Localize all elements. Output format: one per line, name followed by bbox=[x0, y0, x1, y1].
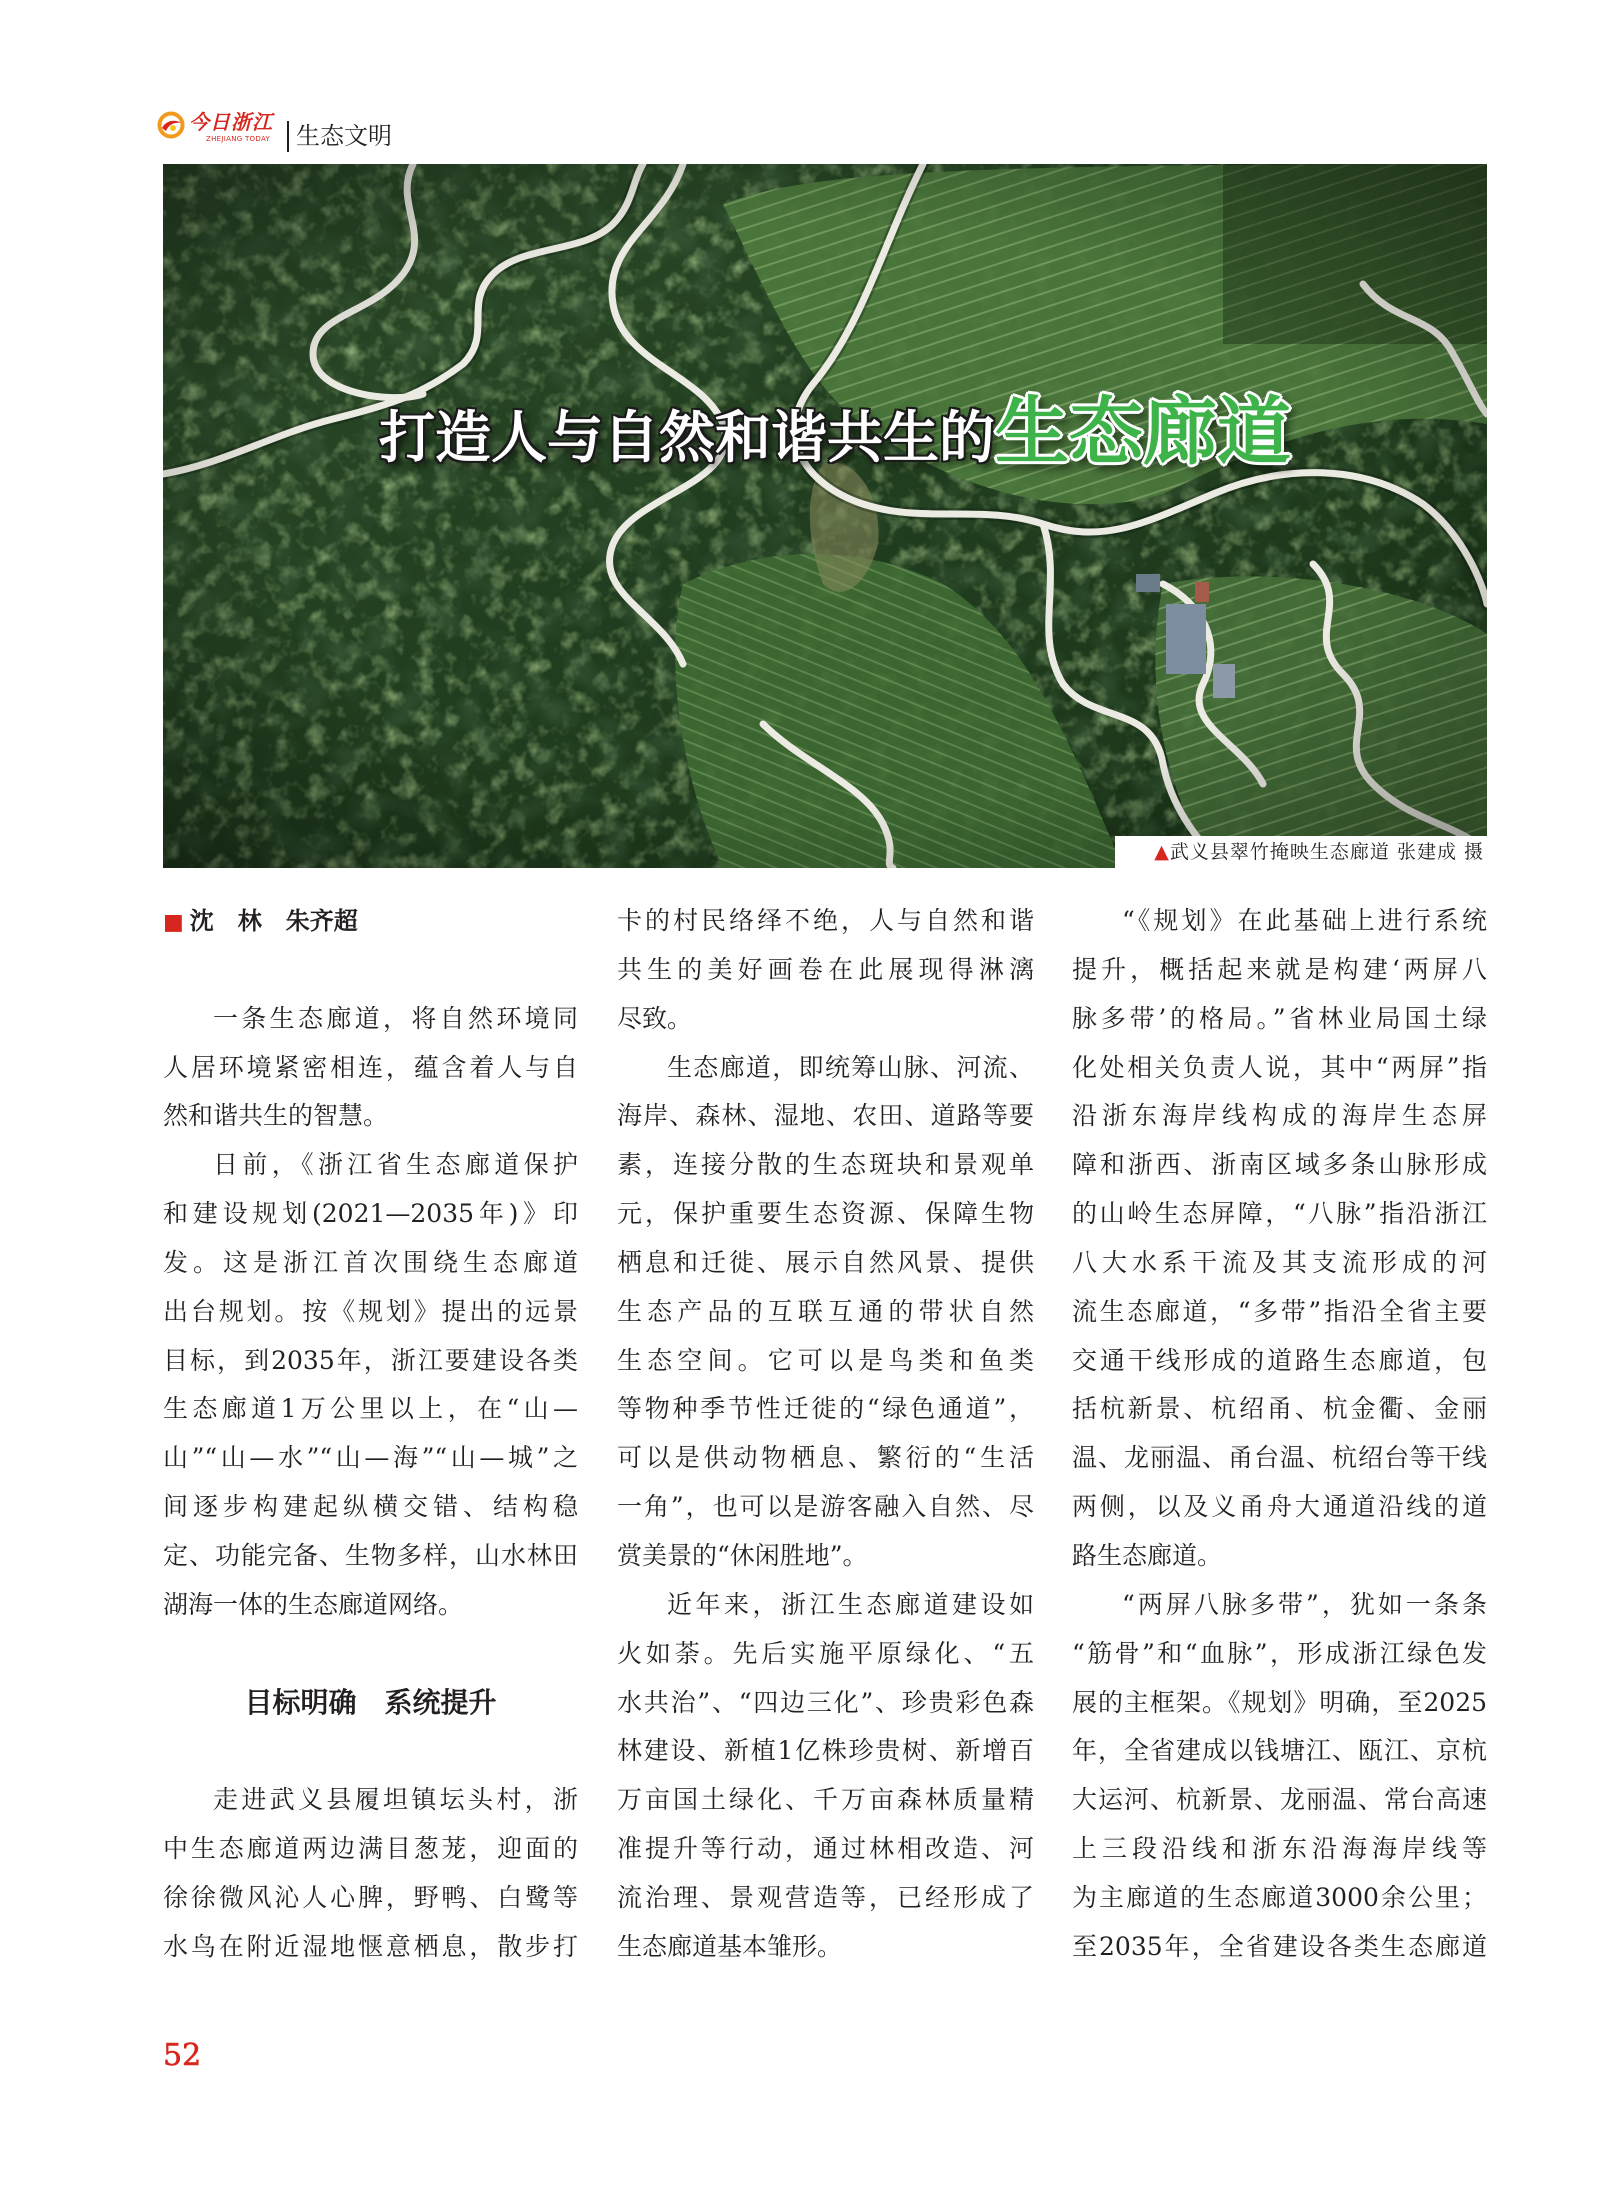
text-line: 人居环境紧密相连，蕴含着人与自 bbox=[163, 1052, 578, 1082]
text-line: 提升，概括起来就是构建‘两屏八 bbox=[1072, 954, 1487, 984]
text-line: 交通干线形成的道路生态廊道，包 bbox=[1072, 1345, 1487, 1375]
text-line: 近年来，浙江生态廊道建设如 bbox=[667, 1589, 1034, 1619]
logo-ring bbox=[160, 114, 183, 137]
text-line: 两侧，以及义甬舟大通道沿线的道 bbox=[1072, 1492, 1487, 1522]
aerial-landscape bbox=[163, 164, 1487, 868]
text-line: 一角”，也可以是游客融入自然、尽 bbox=[617, 1492, 1034, 1522]
text-line: 水共治”、“四边三化”、珍贵彩色森 bbox=[617, 1687, 1034, 1717]
blank-line bbox=[163, 1727, 578, 1776]
text-line: 流生态廊道，“多带”指沿全省主要 bbox=[1072, 1296, 1487, 1326]
title-accent: 生态廊道 bbox=[995, 389, 1291, 475]
text-line: 发。这是浙江首次围绕生态廊道 bbox=[163, 1247, 578, 1277]
text-line: 等物种季节性迁徙的“绿色通道”， bbox=[617, 1394, 1034, 1424]
text-line: 至2035年，全省建设各类生态廊道 bbox=[1072, 1931, 1487, 1961]
text-line: “《规划》在此基础上进行系统 bbox=[1122, 906, 1487, 935]
text-line: 为主廊道的生态廊道3000余公里； bbox=[1072, 1882, 1487, 1912]
paragraph bbox=[617, 1044, 1034, 1581]
text-line: 万亩国土绿化、千万亩森林质量精 bbox=[617, 1785, 1034, 1815]
text-line: 流治理、景观营造等，已经形成了 bbox=[617, 1882, 1034, 1912]
author-names: 沈 林 朱齐超 bbox=[189, 907, 358, 935]
photo-vignette bbox=[163, 164, 1487, 868]
text-line: 然和谐共生的智慧。 bbox=[163, 1101, 389, 1131]
text-line: “两屏八脉多带”，犹如一条条 bbox=[1122, 1589, 1487, 1619]
text-line: 湖海一体的生态廊道网络。 bbox=[163, 1589, 464, 1619]
text-line: 走进武义县履坦镇坛头村，浙 bbox=[213, 1785, 578, 1815]
text-line: 间逐步构建起纵横交错、结构稳 bbox=[163, 1492, 578, 1522]
text-line: “筋骨”和“血脉”，形成浙江绿色发 bbox=[1072, 1638, 1487, 1668]
byline-marker: ■ bbox=[163, 910, 184, 935]
text-line: 中生态廊道两边满目葱茏，迎面的 bbox=[163, 1834, 578, 1864]
title-main: 打造人与自然和谐共生的 bbox=[379, 405, 995, 471]
photo-caption bbox=[1115, 836, 1487, 868]
text-line: 水鸟在附近湿地惬意栖息，散步打 bbox=[163, 1931, 578, 1961]
text-line: 脉多带’的格局。”省林业局国土绿 bbox=[1072, 1003, 1487, 1033]
text-line: 海岸、森林、湿地、农田、道路等要 bbox=[617, 1101, 1034, 1131]
caption-text: 武义县翠竹掩映生态廊道 张建成 摄 bbox=[1169, 841, 1484, 863]
header-divider bbox=[287, 121, 289, 152]
text-line: 生态廊道基本雏形。 bbox=[617, 1931, 843, 1961]
text-line: 和建设规划(2021—2035年)》印 bbox=[163, 1199, 578, 1229]
text-line: 八大水系干流及其支流形成的河 bbox=[1072, 1247, 1487, 1277]
text-line: 可以是供动物栖息、繁衍的“生活 bbox=[617, 1443, 1034, 1473]
text-line: 目标，到2035年，浙江要建设各类 bbox=[163, 1345, 578, 1375]
text-line: 火如荼。先后实施平原绿化、“五 bbox=[617, 1638, 1034, 1668]
paragraph bbox=[1072, 897, 1487, 1581]
text-line: 素，连接分散的生态斑块和景观单 bbox=[617, 1150, 1034, 1180]
logo-subtext: ZHEJIANG TODAY bbox=[206, 135, 271, 143]
text-line: 温、龙丽温、甬台温、杭绍台等干线 bbox=[1072, 1443, 1487, 1473]
text-line: 定、功能完备、生物多样，山水林田 bbox=[163, 1540, 578, 1570]
paragraph bbox=[1072, 1581, 1487, 1972]
text-line: 赏美景的“休闲胜地”。 bbox=[617, 1540, 868, 1570]
article-column-2 bbox=[617, 897, 1034, 1972]
text-line: 化处相关负责人说，其中“两屏”指 bbox=[1072, 1052, 1487, 1082]
hero-photo bbox=[163, 164, 1487, 868]
text-line: 元，保护重要生态资源、保障生物 bbox=[617, 1199, 1034, 1229]
text-line: 出台规划。按《规划》提出的远景 bbox=[163, 1296, 578, 1326]
text-line: 生态空间。它可以是鸟类和鱼类 bbox=[617, 1345, 1034, 1375]
text-line: 路生态廊道。 bbox=[1072, 1540, 1223, 1570]
logo-swirl-icon bbox=[157, 111, 185, 139]
paragraph bbox=[617, 1581, 1034, 1972]
caption-marker: ▲ bbox=[1154, 841, 1170, 863]
article-column-1 bbox=[163, 897, 578, 1972]
text-line: 林建设、新植1亿株珍贵树、新增百 bbox=[617, 1736, 1034, 1766]
text-line: 生态廊道1万公里以上，在“山— bbox=[163, 1394, 578, 1424]
text-line: 生态廊道，即统筹山脉、河流、 bbox=[667, 1052, 1034, 1082]
text-line: 徐徐微风沁人心脾，野鸭、白鹭等 bbox=[163, 1882, 578, 1912]
text-line: 准提升等行动，通过林相改造、河 bbox=[617, 1834, 1034, 1864]
paragraph-continued bbox=[617, 897, 1034, 1044]
text-line: 年，全省建成以钱塘江、瓯江、京杭 bbox=[1072, 1736, 1487, 1766]
text-line: 障和浙西、浙南区域多条山脉形成 bbox=[1072, 1150, 1487, 1180]
paragraph bbox=[163, 1141, 578, 1629]
text-line: 括杭新景、杭绍甬、杭金衢、金丽 bbox=[1072, 1394, 1487, 1424]
text-line: 上三段沿线和浙东沿海海岸线等 bbox=[1072, 1834, 1487, 1864]
text-line: 一条生态廊道，将自然环境同 bbox=[213, 1003, 578, 1033]
byline bbox=[163, 897, 578, 946]
text-line: 共生的美好画卷在此展现得淋漓 bbox=[617, 954, 1034, 984]
text-line: 的山岭生态屏障，“八脉”指沿浙江 bbox=[1072, 1199, 1487, 1229]
text-line: 卡的村民络绎不绝，人与自然和谐 bbox=[617, 906, 1034, 935]
section-name: 生态文明 bbox=[296, 122, 392, 150]
article-title bbox=[379, 386, 1291, 478]
paragraph bbox=[163, 1776, 578, 1971]
article-column-3 bbox=[1072, 897, 1487, 1972]
blank-line bbox=[163, 1630, 578, 1679]
page-number: 52 bbox=[163, 2038, 202, 2073]
text-line: 大运河、杭新景、龙丽温、常台高速 bbox=[1072, 1785, 1487, 1815]
text-line: 尽致。 bbox=[617, 1003, 693, 1033]
blank-line bbox=[163, 946, 578, 995]
text-line: 沿浙东海岸线构成的海岸生态屏 bbox=[1072, 1101, 1487, 1131]
text-line: 生态产品的互联互通的带状自然 bbox=[617, 1296, 1034, 1326]
text-line: 栖息和迁徙、展示自然风景、提供 bbox=[617, 1247, 1034, 1277]
logo-text: 今日浙江 bbox=[189, 110, 273, 134]
text-line: 展的主框架。《规划》明确，至2025 bbox=[1072, 1687, 1487, 1717]
paragraph bbox=[163, 995, 578, 1142]
section-heading: 目标明确 系统提升 bbox=[244, 1685, 497, 1719]
text-line: 山”“山—水”“山—海”“山—城”之 bbox=[163, 1443, 578, 1473]
logo-dot bbox=[170, 125, 176, 131]
text-line: 日前，《浙江省生态廊道保护 bbox=[213, 1150, 578, 1180]
